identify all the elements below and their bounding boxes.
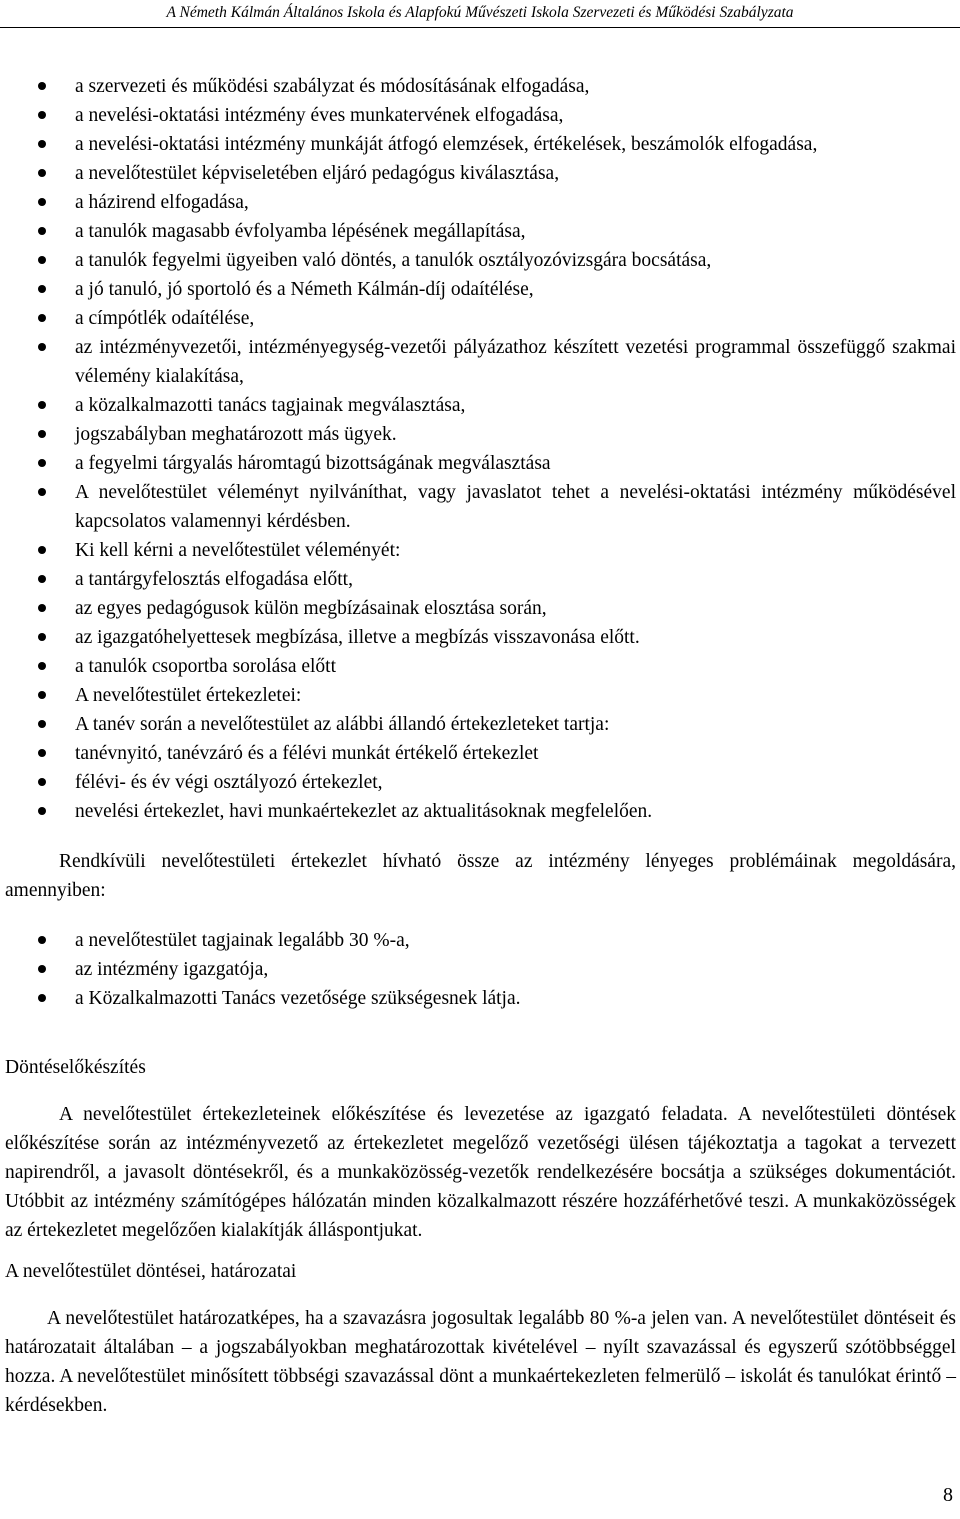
list-item: A nevelőtestület véleményt nyilváníthat, vagy javaslatot tehet a nevelési-oktatási intézmény működésével kapcsolatos valamennyi kérdésben. — [5, 478, 956, 536]
list-item: a nevelőtestület tagjainak legalább 30 %-a, — [5, 926, 956, 955]
list-item: tanévnyitó, tanévzáró és a félévi munkát értékelő értekezlet — [5, 739, 956, 768]
list-item: A nevelőtestület értekezletei: — [5, 681, 956, 710]
list-item: jogszabályban meghatározott más ügyek. — [5, 420, 956, 449]
list-item: Ki kell kérni a nevelőtestület véleményét: — [5, 536, 956, 565]
list-item: a nevelési-oktatási intézmény munkáját átfogó elemzések, értékelések, beszámolók elfogadása, — [5, 130, 956, 159]
document-body — [5, 72, 956, 1420]
decisions-paragraph: A nevelőtestület határozatképes, ha a szavazásra jogosultak legalább 80 %-a jelen van. A nevelőtestület döntéseit és határozatait általában – a jogszabályokban meghatározottak kivételével – nyílt szavazással és egyszerű szótöbbséggel hozza. A nevelőtestület minősített többségi szavazással dönt a munkaértekezleten felmerülő – iskolát és tanulókat érintő – kérdésekben. — [5, 1308, 956, 1416]
list-item: a nevelőtestület képviseletében eljáró pedagógus kiválasztása, — [5, 159, 956, 188]
header-divider — [0, 27, 960, 28]
list-item: az intézmény igazgatója, — [5, 955, 956, 984]
list-item: a tanulók csoportba sorolása előtt — [5, 652, 956, 681]
list-item: a szervezeti és működési szabályzat és módosításának elfogadása, — [5, 72, 956, 101]
list-item: a tantárgyfelosztás elfogadása előtt, — [5, 565, 956, 594]
list-item: a címpótlék odaítélése, — [5, 304, 956, 333]
list-item: az intézményvezetői, intézményegység-vezetői pályázathoz készített vezetési programmal összefüggő szakmai vélemény kialakítása, — [5, 333, 956, 391]
list-item: a közalkalmazotti tanács tagjainak megválasztása, — [5, 391, 956, 420]
section-heading-decisions: A nevelőtestület döntései, határozatai — [5, 1261, 297, 1282]
list-item: a nevelési-oktatási intézmény éves munkatervének elfogadása, — [5, 101, 956, 130]
preparation-paragraph: A nevelőtestület értekezleteinek előkészítése és levezetése az igazgató feladata. A nevelőtestületi döntések előkészítése során az intézményvezető az értekezletet megelőző vezetőségi ülésen tájékoztatja a tagokat a tervezett napirendről, a javasolt döntésekről, és a munkaközösség-vezetők rendelkezésére bocsátja a szükséges dokumentációt. Utóbbit az intézmény számítógépes hálózatán minden közalkalmazott részére hozzáférhetővé teszi. A munkaközösségek az értekezletet megelőzően kialakítják álláspontjukat. — [5, 1104, 956, 1241]
page-number: 8 — [943, 1484, 953, 1506]
list-item: a házirend elfogadása, — [5, 188, 956, 217]
list-item: az igazgatóhelyettesek megbízása, illetve a megbízás visszavonása előtt. — [5, 623, 956, 652]
list-item: a fegyelmi tárgyalás háromtagú bizottságának megválasztása — [5, 449, 956, 478]
list-item: nevelési értekezlet, havi munkaértekezlet az aktualitásoknak megfelelően. — [5, 797, 956, 826]
list-item: a jó tanuló, jó sportoló és a Németh Kálmán-díj odaítélése, — [5, 275, 956, 304]
list-item: a Közalkalmazotti Tanács vezetősége szükségesnek látja. — [5, 984, 956, 1013]
competency-list — [5, 72, 956, 826]
list-item: félévi- és év végi osztályozó értekezlet, — [5, 768, 956, 797]
list-item: a tanulók magasabb évfolyamba lépésének megállapítása, — [5, 217, 956, 246]
extraordinary-conditions-list — [5, 926, 956, 1013]
section-heading-preparation: Döntéselőkészítés — [5, 1057, 146, 1078]
running-header: A Németh Kálmán Általános Iskola és Alapfokú Művészeti Iskola Szervezeti és Működési Szabályzata — [166, 4, 794, 21]
list-item: a tanulók fegyelmi ügyeiben való döntés, a tanulók osztályozóvizsgára bocsátása, — [5, 246, 956, 275]
list-item: A tanév során a nevelőtestület az alábbi állandó értekezleteket tartja: — [5, 710, 956, 739]
list-item: az egyes pedagógusok külön megbízásainak elosztása során, — [5, 594, 956, 623]
extraordinary-meeting-paragraph: Rendkívüli nevelőtestületi értekezlet hívható össze az intézmény lényeges problémáinak megoldására, amennyiben: — [5, 851, 956, 901]
